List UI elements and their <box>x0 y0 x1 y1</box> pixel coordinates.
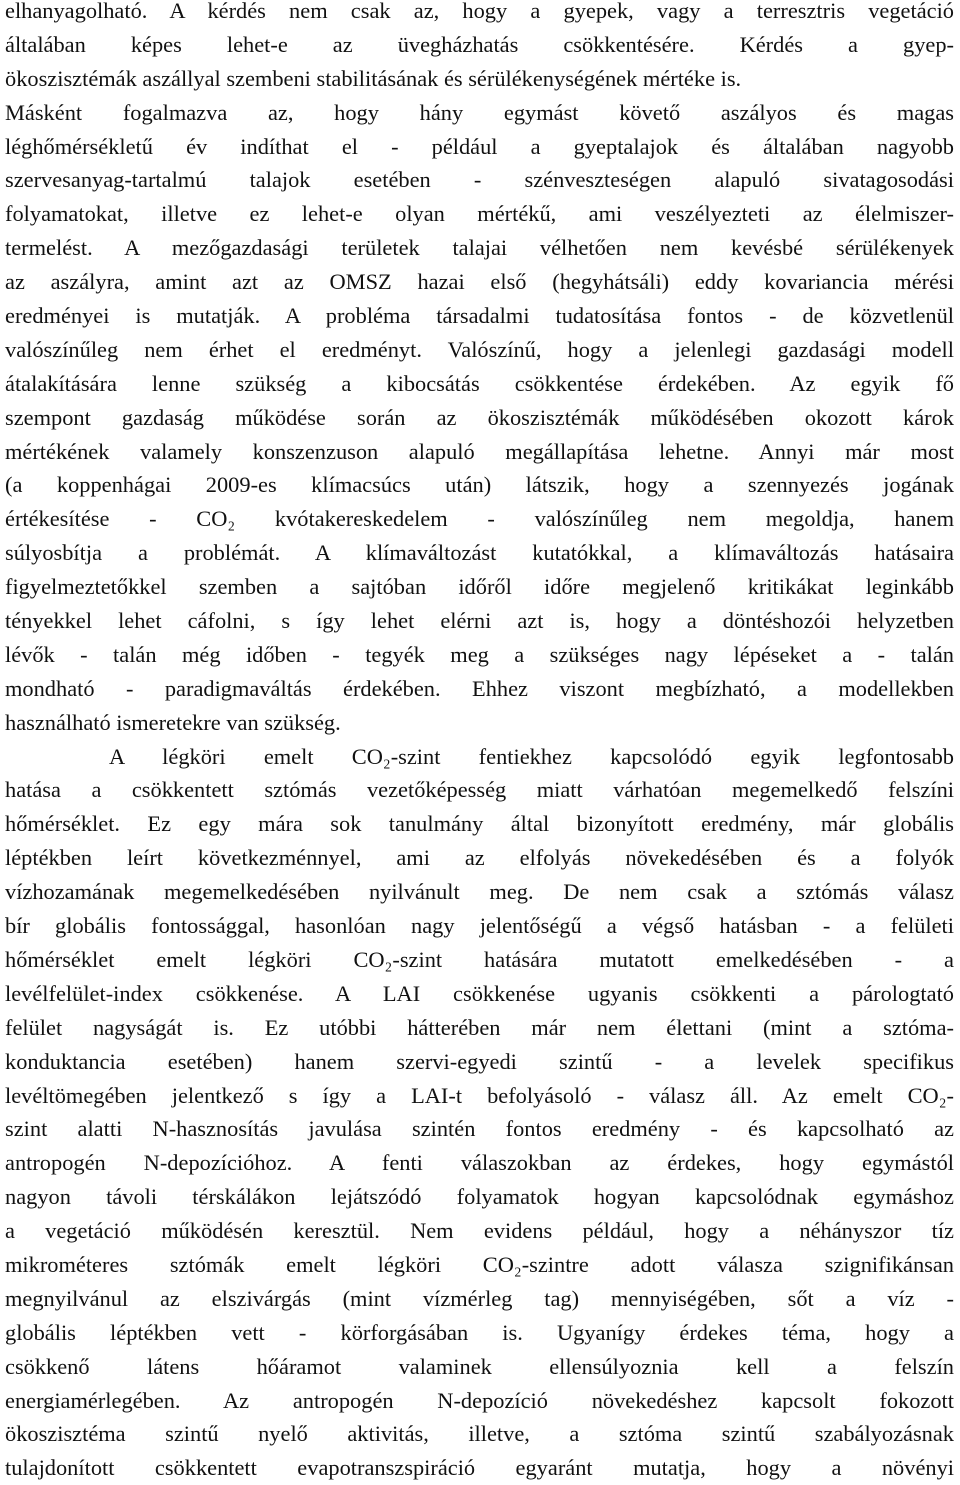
body-text-line: elhanyagolható. A kérdés nem csak az, hogy a gyepek, vagy a terresztris vegetáció <box>5 0 954 23</box>
body-text-line: levélfelület-index csökkenése. A LAI csökkenése ugyanis csökkenti a párologtató <box>5 980 954 1006</box>
body-text-line: megnyilvánul az elszivárgás (mint vízmérleg tag) mennyiségében, sőt a víz - <box>5 1285 954 1311</box>
body-text-line: tényekkel lehet cáfolni, s így lehet elérni azt is, hogy a döntéshozói helyzetben <box>5 608 954 634</box>
body-text-line: levéltömegében jelentkező s így a LAI-t befolyásoló - válasz áll. Az emelt CO₂- <box>5 1082 954 1108</box>
body-text-line: bír globális fontossággal, hasonlóan nagy jelentőségű a végső hatásban - a felületi <box>5 913 954 939</box>
body-text-line: az aszályra, amint azt az OMSZ hazai első (hegyhátsáli) eddy kovariancia mérési <box>5 269 954 295</box>
body-text-line: A légköri emelt CO₂-szint fentiekhez kapcsolódó egyik legfontosabb <box>109 743 954 769</box>
body-text-line: figyelmeztetőkkel szemben a sajtóban időről időre megjelenő kritikákat leginkább <box>5 574 954 600</box>
body-text-line: szervesanyag-tartalmú talajok esetében - szénveszteségen alapuló sivatagosodási <box>5 167 954 193</box>
body-text-line: tulajdonított csökkentett evapotranszspiráció egyaránt mutatja, hogy a növényi <box>5 1455 954 1481</box>
body-text-line: ökoszisztémák aszállyal szembeni stabilitásának és sérülékenységének mértéke is. <box>5 65 742 91</box>
body-text-line: csökkenő látens hőáramot valaminek ellensúlyoznia kell a felszín <box>5 1353 954 1379</box>
body-text-line: szempont gazdaság működése során az ökoszisztémák működésében okozott károk <box>5 404 954 430</box>
body-text-line: termelést. A mezőgazdasági területek talajai vélhetően nem kevésbé sérülékenyek <box>5 235 954 261</box>
body-text-line: léghőmérsékletű év indíthat el - például a gyeptalajok és általában nagyobb <box>5 133 954 159</box>
body-text-line: mértékének valamely konszenzuson alapuló megállapítása lehetne. Annyi már most <box>5 438 954 464</box>
body-text-line: használható ismeretekre van szükség. <box>5 709 341 735</box>
body-text-line: folyamatokat, illetve ez lehet-e olyan mértékű, ami veszélyezteti az élelmiszer- <box>5 201 954 227</box>
body-text-line: a vegetáció működésén keresztül. Nem evidens például, hogy a néhányszor tíz <box>5 1218 954 1244</box>
body-text-line: értékesítése - CO₂ kvótakereskedelem - valószínűleg nem megoldja, hanem <box>5 506 954 532</box>
body-text-line: léptékben leírt következménnyel, ami az elfolyás növekedésében és a folyók <box>5 845 954 871</box>
body-text-line: eredményei is mutatják. A probléma társadalmi tudatosítása fontos - de közvetlenül <box>5 303 954 329</box>
body-text-line: felület nagyságát is. Ez utóbbi hátterében már nem élettani (mint a sztóma- <box>5 1014 954 1040</box>
body-text-line: hőmérséklet emelt légköri CO₂-szint hatására mutatott emelkedésében - a <box>5 946 954 972</box>
body-text-line: energiamérlegében. Az antropogén N-depozíció növekedéshez kapcsolt fokozott <box>5 1387 954 1413</box>
body-text-line: hőmérséklet. Ez egy mára sok tanulmány által bizonyított eredmény, már globális <box>5 811 954 837</box>
body-text-line: nagyon távoli térskálákon lejátszódó folyamatok hogyan kapcsolódnak egymáshoz <box>5 1184 954 1210</box>
body-text-line: mondható - paradigmaváltás érdekében. Ehhez viszont megbízható, a modellekben <box>5 675 954 701</box>
body-text-line: globális léptékben vett - körforgásában is. Ugyanígy érdekes téma, hogy a <box>5 1319 954 1345</box>
body-text-line: szint alatti N-hasznosítás javulása szintén fontos eredmény - és kapcsolható az <box>5 1116 954 1142</box>
body-text-line: mikrométeres sztómák emelt légköri CO₂-szintre adott válasza szignifikánsan <box>5 1251 954 1277</box>
body-text-line: antropogén N-depozícióhoz. A fenti válaszokban az érdekes, hogy egymástól <box>5 1150 954 1176</box>
body-text-line: átalakítására lenne szükség a kibocsátás csökkentése érdekében. Az egyik fő <box>5 370 954 396</box>
body-text-line: lévők - talán még időben - tegyék meg a szükséges nagy lépéseket a - talán <box>5 641 954 667</box>
body-text-line: általában képes lehet-e az üvegházhatás csökkentésére. Kérdés a gyep- <box>5 31 954 57</box>
body-text-line: súlyosbítja a problémát. A klímaváltozást kutatókkal, a klímaváltozás hatásaira <box>5 540 954 566</box>
body-text-line: valószínűleg nem érhet el eredményt. Valószínű, hogy a jelenlegi gazdasági modell <box>5 336 954 362</box>
body-text-line: Másként fogalmazva az, hogy hány egymást követő aszályos és magas <box>5 99 954 125</box>
body-text-line: (a koppenhágai 2009-es klímacsúcs után) látszik, hogy a szennyezés jogának <box>5 472 954 498</box>
body-text-line: konduktancia esetében) hanem szervi-egyedi szintű - a levelek specifikus <box>5 1048 954 1074</box>
body-text-line: vízhozamának megemelkedésében nyilvánult meg. De nem csak a sztómás válasz <box>5 879 954 905</box>
body-text-line: ökoszisztéma szintű nyelő aktivitás, illetve, a sztóma szintű szabályozásnak <box>5 1421 954 1447</box>
body-text-line: hatása a csökkentett sztómás vezetőképesség miatt várhatóan megemelkedő felszíni <box>5 777 954 803</box>
